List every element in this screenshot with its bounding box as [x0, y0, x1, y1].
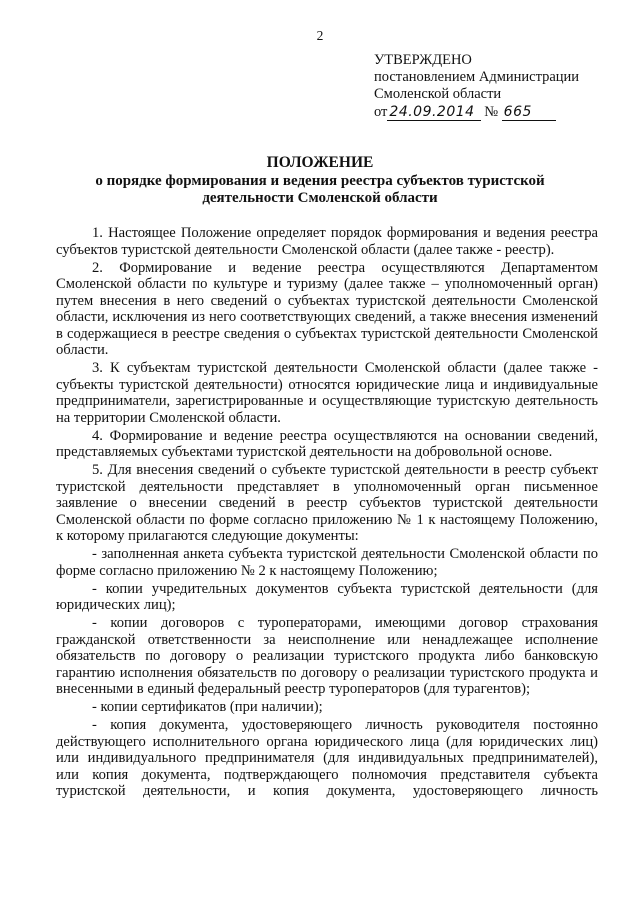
approval-date: 24.09.2014 [387, 104, 480, 121]
list-item-certificates: - копии сертификатов (при наличии); [92, 699, 323, 715]
page-number: 2 [316, 28, 324, 43]
paragraph-4: 4. Формирование и ведение реестра осуществляются на основании сведений, представляемых субъектами туристской деятельности на добровольной основе. [56, 427, 598, 460]
list-item-questionnaire: - заполненная анкета субъекта туристской деятельности Смоленской области по форме согласно приложению № 2 к настоящему Положению; [56, 546, 598, 579]
list-item-operator-contracts: - копии договоров с туроператорами, имеющими договор страхования гражданской ответственности за неисполнение или ненадлежащее исполнение обязательств по договору о реализации туристского продукта либо банковскую гарантию исполнения обязательств по договору о реализации туристского продукта и внесенными в единый федеральный реестр туроператоров (для турагентов); [56, 615, 598, 697]
approval-block [374, 52, 624, 121]
approval-number-prefix: № [484, 104, 499, 120]
paragraph-2: 2. Формирование и ведение реестра осуществляются Департаментом Смоленской области по культуре и туризму (далее также – уполномоченный орган) путем внесения в него сведений о субъектах туристской деятельности Смоленской области, исключения из него соответствующих сведений, а также внесения изменений в содержащиеся в реестре сведения о субъектах туристской деятельности Смоленской области. [56, 259, 598, 358]
paragraph-1: 1. Настоящее Положение определяет порядок формирования и ведения реестра субъектов туристской деятельности Смоленской области (далее также - реестр). [56, 225, 598, 258]
title-subtitle-1: о порядке формирования и ведения реестра субъектов туристской [95, 173, 545, 189]
approval-number: 665 [502, 104, 556, 121]
title-subtitle-2: деятельности Смоленской области [202, 190, 438, 206]
approval-line-1: постановлением Администрации [374, 69, 580, 85]
paragraph-5: 5. Для внесения сведений о субъекте туристской деятельности в реестр субъект туристской деятельности представляет в уполномоченный орган письменное заявление о внесении сведений в реестр субъектов туристской деятельности Смоленской области по форме согласно приложению № 1 к настоящему Положению, к которому прилагаются следующие документы: [56, 462, 598, 544]
document-title [40, 154, 600, 207]
paragraph-3: 3. К субъектам туристской деятельности Смоленской области (далее также - субъекты туристской деятельности) относятся юридические лица и индивидуальные предприниматели, зарегистрированные и осуществляющие туристскую деятельность на территории Смоленской области. [56, 360, 598, 426]
approval-date-line [374, 104, 624, 121]
document-body [56, 225, 598, 801]
approval-from-prefix: от [374, 104, 388, 120]
approval-line-2: Смоленской области [374, 86, 502, 102]
list-item-identity-document: - копия документа, удостоверяющего личность руководителя постоянно действующего исполнительного органа юридического лица (для юридических лиц) или индивидуального предпринимателя (для индивидуальных предпринимателей), или копия документа, подтверждающего полномочия представителя субъекта туристской деятельности, и копия документа, удостоверяющего личность [56, 717, 598, 799]
list-item-charter-documents: - копии учредительных документов субъекта туристской деятельности (для юридических лиц); [56, 580, 598, 613]
approval-heading: УТВЕРЖДЕНО [374, 52, 472, 68]
title-main: ПОЛОЖЕНИЕ [266, 154, 374, 171]
